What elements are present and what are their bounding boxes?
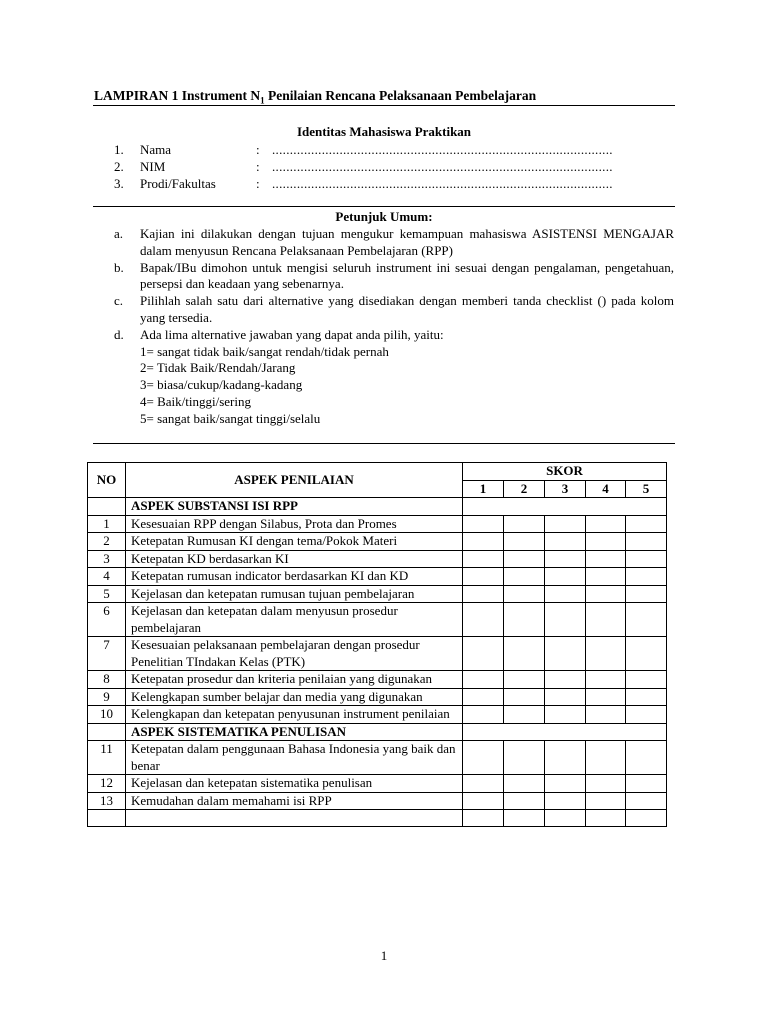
instruction-item [114, 260, 674, 294]
score-cell-2[interactable] [504, 637, 545, 671]
table-row [88, 585, 667, 603]
identity-label: Nama [140, 142, 172, 157]
score-header-1: 1 [463, 480, 504, 498]
instruction-item [114, 327, 674, 428]
instruction-letter: d. [114, 326, 124, 342]
score-cell-4[interactable] [586, 688, 626, 706]
identity-label: Prodi/Fakultas [140, 176, 216, 191]
instruction-item [114, 293, 674, 327]
prodi-field: ................................................................................................ [272, 176, 613, 191]
identity-number: 3. [114, 176, 124, 191]
score-cell-5[interactable] [626, 603, 667, 637]
score-cell-5[interactable] [626, 775, 667, 793]
section-title: ASPEK SUBSTANSI ISI RPP [126, 498, 463, 516]
score-cell-4[interactable] [586, 792, 626, 810]
option-line: 3= biasa/cukup/kadang-kadang [140, 377, 303, 393]
empty-cell[interactable] [586, 810, 626, 827]
identity-colon: : [256, 176, 260, 191]
score-cell-1[interactable] [463, 603, 504, 637]
score-cell-3[interactable] [545, 568, 586, 586]
option-line: 4= Baik/tinggi/sering [140, 393, 251, 409]
score-cell-1[interactable] [463, 775, 504, 793]
option-line: 1= sangat tidak baik/sangat rendah/tidak pernah [140, 343, 389, 359]
score-cell-3[interactable] [545, 515, 586, 533]
row-number: 1 [88, 515, 126, 533]
row-number: 3 [88, 550, 126, 568]
identity-title: Identitas Mahasiswa Praktikan [296, 124, 472, 139]
score-cell-2[interactable] [504, 515, 545, 533]
row-aspek: Kelengkapan sumber belajar dan media yang digunakan [126, 688, 463, 706]
score-cell-2[interactable] [504, 550, 545, 568]
table-row [88, 671, 667, 689]
score-cell-1[interactable] [463, 637, 504, 671]
score-header-2: 2 [504, 480, 545, 498]
row-aspek: Ketepatan rumusan indicator berdasarkan KI dan KD [126, 568, 463, 586]
score-cell-2[interactable] [504, 741, 545, 775]
table-body [88, 498, 667, 827]
table-row [88, 533, 667, 551]
row-number: 10 [88, 706, 126, 724]
nim-field: ................................................................................................ [272, 159, 613, 174]
score-cell-2[interactable] [504, 688, 545, 706]
table-row [88, 688, 667, 706]
empty-cell[interactable] [463, 810, 504, 827]
score-cell-1[interactable] [463, 671, 504, 689]
identity-colon: : [256, 142, 260, 157]
score-cell-4[interactable] [586, 568, 626, 586]
score-cell-4[interactable] [586, 775, 626, 793]
score-cell-3[interactable] [545, 585, 586, 603]
table-row [88, 550, 667, 568]
identity-divider [93, 206, 675, 207]
title-divider [93, 105, 675, 106]
score-cell-2[interactable] [504, 706, 545, 724]
table-row [88, 637, 667, 671]
identity-number: 2. [114, 159, 124, 174]
score-cell-5[interactable] [626, 741, 667, 775]
score-header-4: 4 [586, 480, 626, 498]
score-cell-4[interactable] [586, 671, 626, 689]
section-row [88, 498, 667, 516]
score-cell-3[interactable] [545, 533, 586, 551]
row-aspek: Ketepatan prosedur dan kriteria penilaian yang digunakan [126, 671, 463, 689]
row-number: 4 [88, 568, 126, 586]
score-cell-4[interactable] [586, 515, 626, 533]
section-no-cell [88, 723, 126, 741]
instruction-letter: b. [114, 259, 124, 275]
empty-cell[interactable] [504, 810, 545, 827]
instruction-text: Bapak/IBu dimohon untuk mengisi seluruh instrument ini sesuai dengan pengalaman, pengetahuan, persepsi dan keadaan yang sebenarnya. [140, 259, 674, 292]
instructions-list [114, 226, 674, 428]
row-aspek: Kejelasan dan ketepatan rumusan tujuan pembelajaran [126, 585, 463, 603]
option-line: 5= sangat baik/sangat tinggi/selalu [140, 410, 321, 426]
section-row [88, 723, 667, 741]
score-cell-3[interactable] [545, 671, 586, 689]
empty-cell[interactable] [626, 810, 667, 827]
table-row [88, 515, 667, 533]
empty-cell [88, 810, 126, 827]
row-number: 2 [88, 533, 126, 551]
row-aspek: Kesesuaian pelaksanaan pembelajaran dengan prosedur Penelitian TIndakan Kelas (PTK) [126, 637, 463, 671]
identity-row-prodi [114, 175, 674, 192]
score-cell-4[interactable] [586, 637, 626, 671]
score-cell-5[interactable] [626, 515, 667, 533]
score-cell-4[interactable] [586, 603, 626, 637]
identity-list [114, 141, 674, 192]
score-cell-3[interactable] [545, 603, 586, 637]
page-title-subscript: 1 [260, 95, 265, 106]
score-cell-1[interactable] [463, 550, 504, 568]
identity-number: 1. [114, 142, 124, 157]
section-score-cell [463, 723, 667, 741]
row-aspek: Ketepatan Rumusan KI dengan tema/Pokok Materi [126, 533, 463, 551]
score-cell-5[interactable] [626, 533, 667, 551]
score-cell-5[interactable] [626, 585, 667, 603]
option-line: 2= Tidak Baik/Rendah/Jarang [140, 360, 296, 376]
score-cell-4[interactable] [586, 550, 626, 568]
row-number: 6 [88, 603, 126, 637]
section-title: ASPEK SISTEMATIKA PENULISAN [126, 723, 463, 741]
score-cell-1[interactable] [463, 792, 504, 810]
identity-row-name [114, 141, 674, 158]
score-cell-1[interactable] [463, 741, 504, 775]
row-aspek: Ketepatan KD berdasarkan KI [126, 550, 463, 568]
score-cell-3[interactable] [545, 741, 586, 775]
empty-cell[interactable] [545, 810, 586, 827]
row-aspek: Kesesuaian RPP dengan Silabus, Prota dan Promes [126, 515, 463, 533]
row-number: 5 [88, 585, 126, 603]
name-field: ................................................................................................ [272, 142, 613, 157]
row-number: 9 [88, 688, 126, 706]
table-row [88, 741, 667, 775]
assessment-table [87, 462, 667, 827]
instruction-letter: a. [114, 226, 124, 241]
instruction-item [114, 226, 674, 260]
score-cell-3[interactable] [545, 637, 586, 671]
identity-row-nim [114, 158, 674, 175]
score-cell-1[interactable] [463, 515, 504, 533]
table-row [88, 706, 667, 724]
score-cell-1[interactable] [463, 533, 504, 551]
score-cell-4[interactable] [586, 533, 626, 551]
score-cell-2[interactable] [504, 603, 545, 637]
row-number: 11 [88, 741, 126, 775]
row-number: 7 [88, 637, 126, 671]
score-cell-5[interactable] [626, 637, 667, 671]
score-cell-1[interactable] [463, 706, 504, 724]
score-cell-3[interactable] [545, 688, 586, 706]
score-cell-2[interactable] [504, 585, 545, 603]
score-cell-4[interactable] [586, 585, 626, 603]
score-cell-5[interactable] [626, 550, 667, 568]
instructions-divider [93, 443, 675, 444]
score-cell-5[interactable] [626, 792, 667, 810]
section-score-cell [463, 498, 667, 516]
score-cell-2[interactable] [504, 792, 545, 810]
score-cell-5[interactable] [626, 706, 667, 724]
score-cell-2[interactable] [504, 775, 545, 793]
score-cell-3[interactable] [545, 792, 586, 810]
instruction-text: Pilihlah salah satu dari alternative yang disediakan dengan memberi tanda checklist () pada kolom yang tersedia. [140, 293, 674, 325]
score-cell-4[interactable] [586, 706, 626, 724]
row-number: 8 [88, 671, 126, 689]
row-aspek: Kejelasan dan ketepatan sistematika penulisan [126, 775, 463, 793]
score-cell-1[interactable] [463, 568, 504, 586]
score-cell-2[interactable] [504, 568, 545, 586]
table-row [88, 775, 667, 793]
instructions-title: Petunjuk Umum: [335, 209, 433, 224]
score-cell-5[interactable] [626, 568, 667, 586]
row-aspek: Kemudahan dalam memahami isi RPP [126, 792, 463, 810]
row-number: 13 [88, 792, 126, 810]
instruction-text: Ada lima alternative jawaban yang dapat anda pilih, yaitu: [140, 326, 444, 342]
score-cell-3[interactable] [545, 550, 586, 568]
score-cell-5[interactable] [626, 688, 667, 706]
instruction-text: Kajian ini dilakukan dengan tujuan mengukur kemampuan mahasiswa ASISTENSI MENGAJAR dalam menyusun Rencana Pelaksanaan Pembelajaran (RPP) [140, 226, 674, 258]
instruction-letter: c. [114, 293, 124, 309]
score-cell-1[interactable] [463, 585, 504, 603]
row-aspek: Kejelasan dan ketepatan dalam menyusun prosedur pembelajaran [126, 603, 463, 637]
score-cell-2[interactable] [504, 533, 545, 551]
page-title-suffix: Penilaian Rencana Pelaksanaan Pembelajaran [264, 88, 537, 103]
page-title [94, 88, 536, 106]
score-cell-1[interactable] [463, 688, 504, 706]
identity-colon: : [256, 159, 260, 174]
section-no-cell [88, 498, 126, 516]
identity-label: NIM [140, 159, 166, 174]
score-cell-5[interactable] [626, 671, 667, 689]
row-aspek: Ketepatan dalam penggunaan Bahasa Indonesia yang baik dan benar [126, 741, 463, 775]
header-skor: SKOR [463, 463, 667, 481]
score-cell-2[interactable] [504, 671, 545, 689]
table-row [88, 792, 667, 810]
empty-row [88, 810, 667, 827]
score-cell-3[interactable] [545, 775, 586, 793]
page-number: 1 [380, 948, 388, 963]
page-title-prefix: LAMPIRAN 1 Instrument N [94, 88, 261, 103]
score-cell-3[interactable] [545, 706, 586, 724]
row-aspek: Kelengkapan dan ketepatan penyusunan instrument penilaian [126, 706, 463, 724]
header-aspek: ASPEK PENILAIAN [126, 463, 463, 498]
score-cell-4[interactable] [586, 741, 626, 775]
score-header-5: 5 [626, 480, 667, 498]
row-number: 12 [88, 775, 126, 793]
table-header-row [88, 463, 667, 481]
table-row [88, 603, 667, 637]
score-header-3: 3 [545, 480, 586, 498]
empty-cell [126, 810, 463, 827]
table-row [88, 568, 667, 586]
header-no: NO [88, 463, 126, 498]
